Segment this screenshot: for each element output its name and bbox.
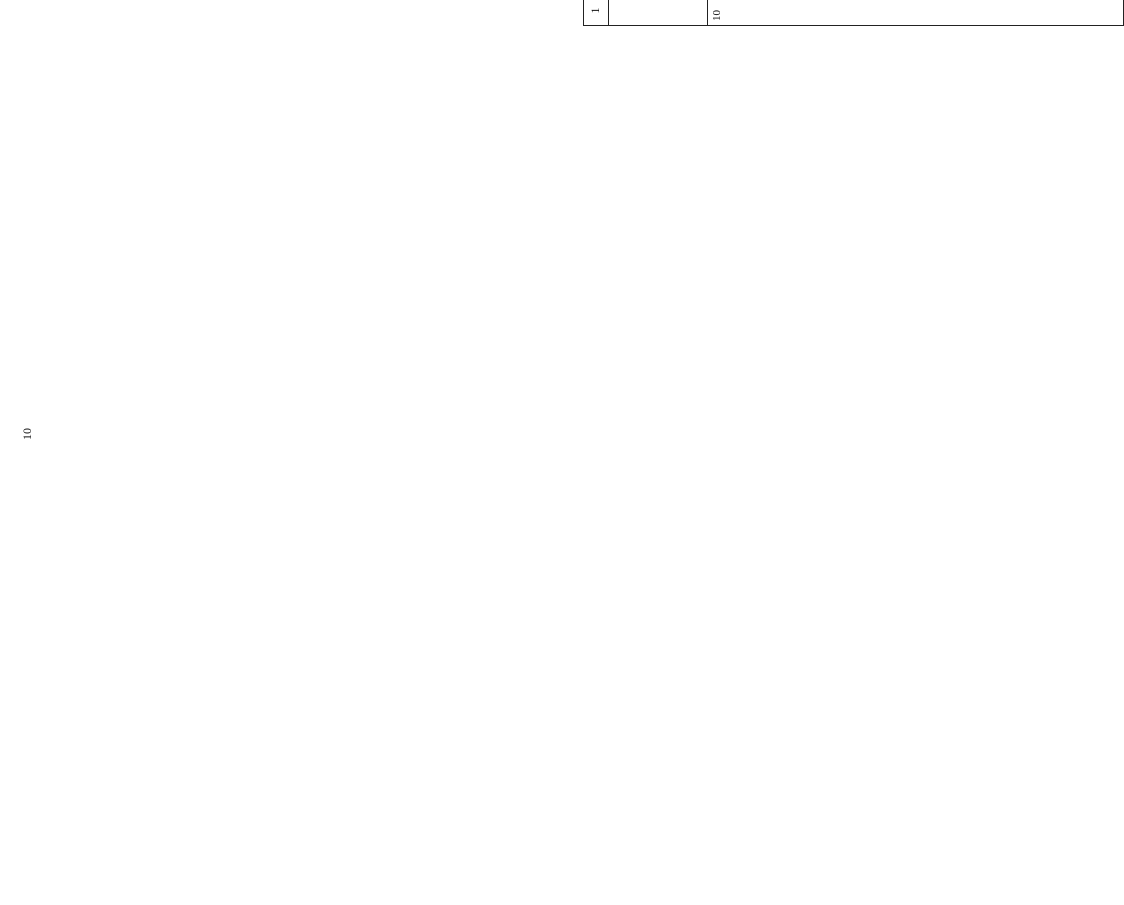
services-table (583, 0, 1124, 26)
cell-empty (609, 0, 708, 26)
table-row-continuation (609, 0, 708, 26)
rotated-table-container (583, 0, 1115, 26)
table-row (708, 0, 1124, 26)
row-number-cell: 10 (708, 0, 1124, 26)
header-row (584, 0, 609, 26)
page-number: 10 (20, 428, 34, 440)
header-cell-1: 1 (584, 0, 609, 26)
